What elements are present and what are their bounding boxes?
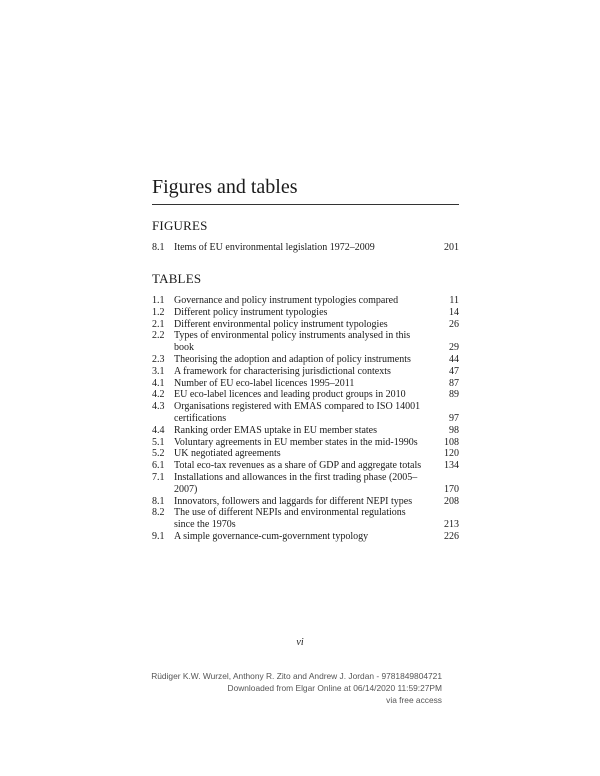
entry-number: 7.1: [152, 471, 165, 483]
entry-number: 1.2: [152, 306, 165, 318]
entry-number: 9.1: [152, 530, 165, 542]
entry-title: UK negotiated agreements: [174, 448, 281, 460]
entry-page: 14: [449, 306, 459, 318]
list-item: [152, 307, 459, 319]
list-item: [152, 472, 459, 496]
entry-title: Number of EU eco-label licences 1995–2011: [174, 377, 355, 389]
footer-line: via free access: [386, 695, 442, 705]
list-item: [152, 448, 459, 460]
entry-number: 4.1: [152, 377, 165, 389]
entry-page: 29: [449, 342, 459, 354]
entry-title: EU eco-label licences and leading product groups in 2010: [174, 389, 406, 401]
figures-heading: FIGURES: [152, 218, 208, 233]
list-item: [152, 378, 459, 390]
entry-number: 4.2: [152, 389, 165, 401]
entry-title: Items of EU environmental legislation 1972–2009: [174, 242, 375, 253]
title-divider: [152, 204, 459, 205]
entry-page: 89: [449, 389, 459, 401]
entry-page: 208: [444, 495, 459, 507]
entry-number: 6.1: [152, 460, 165, 472]
page-title: Figures and tables: [152, 176, 298, 198]
list-item: [152, 425, 459, 437]
entry-title: Different environmental policy instrument typologies: [174, 318, 388, 330]
entry-title: Theorising the adoption and adaption of policy instruments: [174, 353, 411, 365]
list-item: [152, 531, 459, 543]
footer: [151, 670, 442, 706]
entry-title: Organisations registered with EMAS compared to ISO 14001 certifications: [174, 401, 421, 424]
entry-page: 134: [444, 460, 459, 472]
footer-line: Rüdiger K.W. Wurzel, Anthony R. Zito and Andrew J. Jordan - 9781849804721: [151, 671, 442, 681]
entry-title: Installations and allowances in the first trading phase (2005–2007): [174, 471, 418, 495]
entry-title: A simple governance-cum-government typology: [174, 530, 369, 542]
entry-title: Different policy instrument typologies: [174, 306, 328, 318]
list-item: [152, 366, 459, 378]
entry-title: Total eco-tax revenues as a share of GDP and aggregate totals: [174, 460, 422, 472]
entry-page: 97: [449, 412, 459, 424]
list-item: [152, 401, 459, 425]
entry-page: 47: [449, 365, 459, 377]
list-item: [152, 354, 459, 366]
list-item: [152, 437, 459, 449]
entry-number: 2.2: [152, 330, 165, 342]
entry-number: 2.1: [152, 318, 165, 330]
entry-number: 2.3: [152, 353, 165, 365]
entry-page: 201: [444, 242, 459, 253]
entry-page: 213: [444, 519, 459, 531]
entry-title: Ranking order EMAS uptake in EU member states: [174, 424, 378, 436]
figures-list: [152, 242, 459, 254]
list-item: [152, 295, 459, 307]
list-item: [152, 389, 459, 401]
page-number: vi: [296, 637, 304, 648]
entry-title: A framework for characterising jurisdictional contexts: [174, 365, 391, 377]
tables-heading: TABLES: [152, 271, 202, 286]
list-item: [152, 319, 459, 331]
entry-number: 5.1: [152, 436, 165, 448]
entry-number: 8.2: [152, 507, 165, 519]
footer-line: Downloaded from Elgar Online at 06/14/2020 11:59:27PM: [227, 683, 442, 693]
entry-number: 8.1: [152, 242, 165, 253]
entry-title: Innovators, followers and laggards for different NEPI types: [174, 495, 413, 507]
entry-page: 44: [449, 353, 459, 365]
entry-page: 87: [449, 377, 459, 389]
entry-title: Types of environmental policy instruments analysed in this book: [174, 330, 411, 354]
entry-number: 3.1: [152, 365, 165, 377]
entry-number: 1.1: [152, 295, 165, 306]
entry-page: 226: [444, 530, 459, 542]
list-item: [152, 507, 459, 531]
entry-page: 11: [449, 295, 459, 306]
list-item: [152, 496, 459, 508]
entry-title: Voluntary agreements in EU member states in the mid-1990s: [174, 436, 418, 448]
entry-number: 8.1: [152, 495, 165, 507]
entry-page: 98: [449, 424, 459, 436]
entry-title: The use of different NEPIs and environmental regulations since the 1970s: [174, 507, 406, 531]
entry-page: 120: [444, 448, 459, 460]
list-item: [152, 330, 459, 354]
entry-page: 170: [444, 483, 459, 495]
entry-page: 26: [449, 318, 459, 330]
list-item: [152, 460, 459, 472]
tables-list: [152, 295, 459, 543]
entry-page: 108: [444, 436, 459, 448]
entry-number: 5.2: [152, 448, 165, 460]
entry-number: 4.3: [152, 401, 165, 413]
entry-title: Governance and policy instrument typologies compared: [174, 295, 399, 306]
list-item: [152, 242, 459, 254]
entry-number: 4.4: [152, 424, 165, 436]
